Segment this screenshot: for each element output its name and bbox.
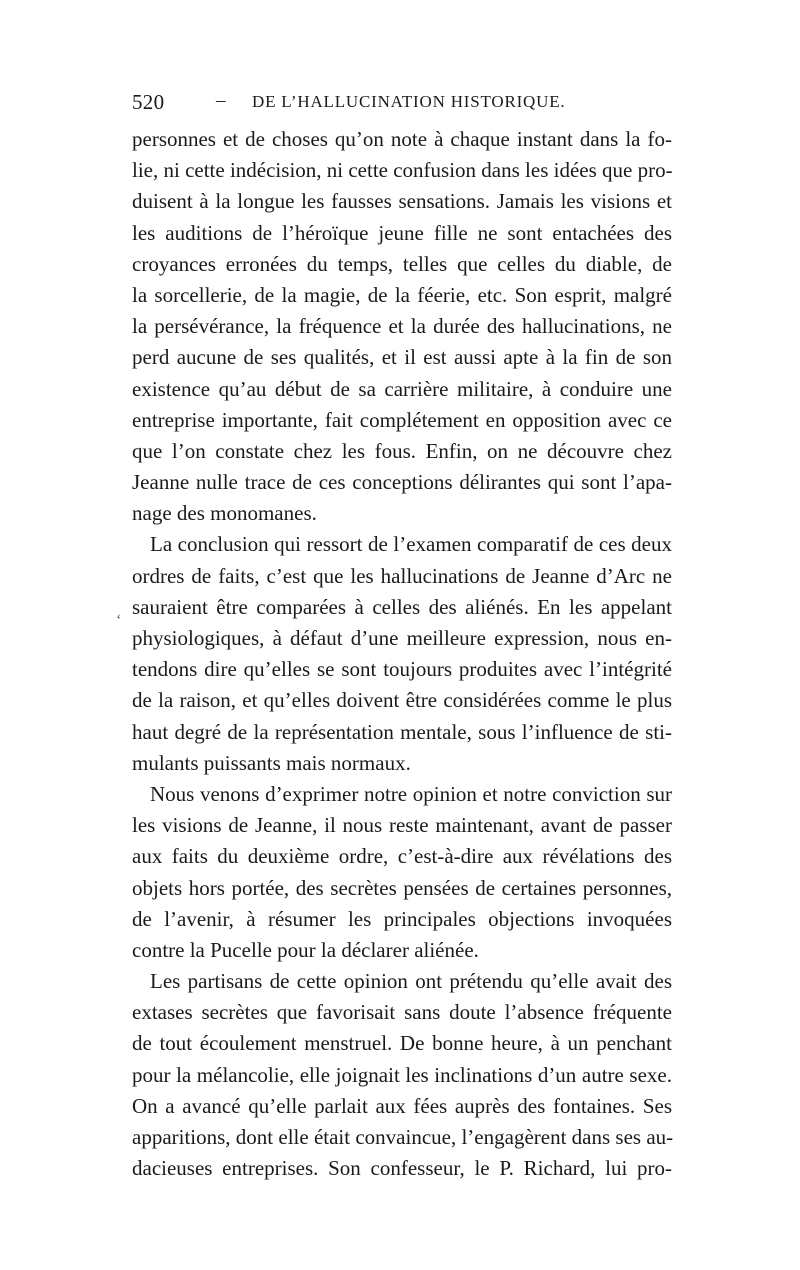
- page-number: 520: [132, 90, 165, 114]
- text-line: personnes et de choses qu’on note à chaque instant dans la fo-: [132, 127, 672, 151]
- text-line: les auditions de l’héroïque jeune fille ne sont entachées des: [132, 220, 672, 245]
- text-line: ordres de faits, c’est que les hallucinations de Jeanne d’Arc ne: [132, 563, 672, 588]
- text-line: physiologiques, à défaut d’une meilleure expression, nous en-: [132, 626, 672, 650]
- text-line: perd aucune de ses qualités, et il est aussi apte à la fin de son: [132, 345, 672, 370]
- page-header: [132, 90, 677, 120]
- text-line: Jeanne nulle trace de ces conceptions délirantes qui sont l’apa-: [132, 470, 672, 495]
- text-line: aux faits du deuxième ordre, c’est-à-dire aux révélations des: [132, 844, 672, 869]
- text-line: La conclusion qui ressort de l’examen comparatif de ces deux: [150, 532, 672, 557]
- text-line: pour la mélancolie, elle joignait les inclinations d’un autre sexe.: [132, 1062, 672, 1087]
- body-text: [132, 124, 672, 1184]
- text-line: entreprise importante, fait complétement en opposition avec ce: [132, 407, 672, 432]
- text-line: la sorcellerie, de la magie, de la féerie, etc. Son esprit, malgré: [132, 282, 672, 307]
- text-line: la persévérance, la fréquence et la durée des hallucinations, ne: [132, 314, 672, 339]
- text-line: objets hors portée, des secrètes pensées de certaines personnes,: [132, 875, 672, 900]
- text-line: de tout écoulement menstruel. De bonne heure, à un penchant: [132, 1031, 672, 1056]
- text-line: dacieuses entreprises. Son confesseur, le P. Richard, lui pro-: [132, 1156, 672, 1181]
- text-line: Nous venons d’exprimer notre opinion et notre conviction sur: [150, 781, 672, 806]
- text-line: apparitions, dont elle était convaincue, l’engagèrent dans ses au-: [132, 1125, 674, 1149]
- text-line: duisent à la longue les fausses sensations. Jamais les visions et: [132, 189, 672, 214]
- running-title: DE L’HALLUCINATION HISTORIQUE.: [252, 92, 566, 111]
- text-line: de l’avenir, à résumer les principales objections invoquées: [132, 906, 672, 931]
- text-line: lie, ni cette indécision, ni cette confusion dans les idées que pro-: [132, 158, 673, 183]
- text-line: mulants puissants mais normaux.: [132, 750, 411, 775]
- header-dash: –: [216, 90, 226, 111]
- text-line: les visions de Jeanne, il nous reste maintenant, avant de passer: [132, 813, 672, 838]
- text-line: existence qu’au début de sa carrière militaire, à conduire une: [132, 376, 672, 401]
- margin-mark: ‘: [116, 612, 122, 629]
- text-line: nage des monomanes.: [132, 501, 317, 526]
- text-line: extases secrètes que favorisait sans doute l’absence fréquente: [132, 1000, 672, 1025]
- text-line: On a avancé qu’elle parlait aux fées auprès des fontaines. Ses: [132, 1093, 672, 1118]
- text-line: haut degré de la représentation mentale, sous l’influence de sti-: [132, 719, 672, 744]
- text-line: Les partisans de cette opinion ont prétendu qu’elle avait des: [150, 969, 672, 994]
- text-line: contre la Pucelle pour la déclarer aliénée.: [132, 937, 479, 962]
- text-line: de la raison, et qu’elles doivent être considérées comme le plus: [132, 688, 672, 713]
- text-line: sauraient être comparées à celles des aliénés. En les appelant: [132, 594, 672, 619]
- text-line: tendons dire qu’elles se sont toujours produites avec l’intégrité: [132, 657, 672, 682]
- text-line: croyances erronées du temps, telles que celles du diable, de: [132, 251, 672, 276]
- text-line: que l’on constate chez les fous. Enfin, on ne découvre chez: [132, 438, 672, 463]
